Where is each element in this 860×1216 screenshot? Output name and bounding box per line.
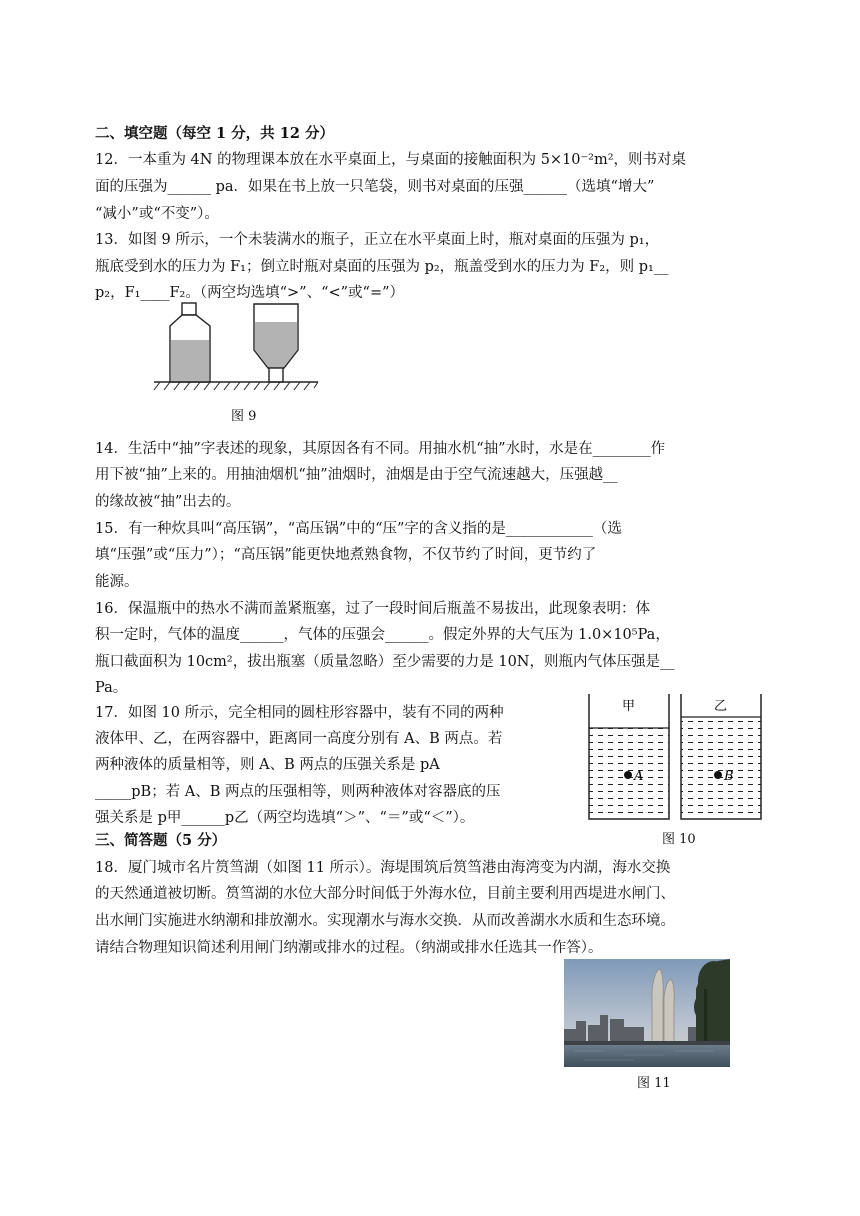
- q16-line-3: 瓶口截面积为 10cm²，拔出瓶塞（质量忽略）至少需要的力是 10N，则瓶内气体压强是__: [95, 654, 675, 670]
- q18-line-4: 请结合物理知识简述利用闸门纳潮或排水的过程。（纳湖或排水任选其一作答）。: [95, 940, 603, 956]
- q14-line-1: 14．生活中“抽”字表述的现象，其原因各有不同。用抽水机“抽”水时，水是在________作: [95, 441, 666, 457]
- liquid-yi: [681, 717, 761, 819]
- q14-line-2: 用下被“抽”上来的。用抽油烟机“抽”油烟时，油烟是由于空气流速越大，压强越__: [95, 467, 618, 483]
- q13-line-1: 13．如图 9 所示，一个未装满水的瓶子，正立在水平桌面上时，瓶对桌面的压强为 p₁，: [95, 232, 660, 248]
- figure-11-photo: [564, 959, 730, 1067]
- point-a-label: A: [634, 769, 644, 784]
- figure-10-containers: [586, 690, 776, 826]
- label-jia: 甲: [622, 699, 636, 714]
- upright-bottle-cap: [182, 303, 196, 315]
- inverted-bottle-cap: [269, 368, 283, 382]
- q16-line-2: 积一定时，气体的温度______，气体的压强会______。假定外界的大气压为 1.0×10⁵Pa，: [95, 627, 670, 643]
- q12-line-3: “减小”或“不变”）。: [95, 206, 219, 222]
- label-yi: 乙: [714, 699, 728, 714]
- q17-line-1: 17．如图 10 所示，完全相同的圆柱形容器中，装有不同的两种: [95, 705, 504, 721]
- q13-line-3: p₂，F₁____F₂。（两空均选填“>”、“<”或“=”）: [95, 285, 405, 301]
- q18-line-1: 18．厦门城市名片筼筜湖（如图 11 所示）。海堤围筑后筼筜港由海湾变为内湖，海水交换: [95, 860, 671, 876]
- section-heading-short-answer: [95, 828, 226, 854]
- upright-bottle-water: [171, 340, 210, 381]
- figure-9-caption: 图 9: [231, 409, 257, 424]
- figure-10-caption: 图 10: [662, 832, 696, 847]
- q12-line-2: 面的压强为______ pa．如果在书上放一只笔袋，则书对桌面的压强______（选填“增大”: [95, 179, 655, 195]
- q18-line-2: 的天然通道被切断。筼筜湖的水位大部分时间低于外海水位，目前主要利用西堤进水闸门、: [95, 886, 675, 902]
- lake-water: [564, 1045, 730, 1067]
- q15-line-2: 填“压强”或“压力”）；“高压锅”能更快地煮熟食物，不仅节约了时间，更节约了: [95, 547, 597, 563]
- section-heading-text: 三、简答题（5 分）: [95, 832, 227, 849]
- q16-line-4: Pa。: [95, 680, 128, 696]
- landmark-tower: [652, 969, 674, 1043]
- point-a-dot: [624, 771, 632, 779]
- point-b-dot: [714, 771, 722, 779]
- q15-line-3: 能源。: [95, 574, 139, 590]
- table-hatching: [154, 382, 318, 390]
- section-heading-text: 二、填空题（每空 1 分，共 12 分）: [95, 125, 334, 142]
- q13-line-2: 瓶底受到水的压力为 F₁；倒立时瓶对桌面的压强为 p₂，瓶盖受到水的压力为 F₂，则 p₁__: [95, 259, 669, 275]
- q17-line-5: 强关系是 p甲______p乙（两空均选填“＞”、“＝”或“＜”）。: [95, 810, 475, 826]
- q17-line-3: 两种液体的质量相等，则 A、B 两点的压强关系是 pA: [95, 757, 440, 773]
- q17-line-2: 液体甲、乙，在两容器中，距离同一高度分别有 A、B 两点。若: [95, 731, 503, 747]
- point-b-label: B: [724, 769, 734, 784]
- q18-line-3: 出水闸门实施进水纳潮和排放潮水。实现潮水与海水交换．从而改善湖水水质和生态环境。: [95, 913, 675, 929]
- figure-9-bottles: [150, 300, 320, 400]
- q17-line-4: _____pB；若 A、B 两点的压强相等，则两种液体对容器底的压: [95, 784, 501, 800]
- q14-line-3: 的缘故被“抽”出去的。: [95, 494, 241, 510]
- inverted-bottle-water: [255, 322, 298, 367]
- figure-11-caption: 图 11: [637, 1076, 671, 1091]
- q12-line-1: 12．一本重为 4N 的物理课本放在水平桌面上，与桌面的接触面积为 5×10⁻²m²，则书对桌: [95, 152, 687, 168]
- section-heading-fill-blank: [95, 121, 334, 147]
- q15-line-1: 15．有一种炊具叫“高压锅”，“高压锅”中的“压”字的含义指的是____________（选: [95, 521, 622, 537]
- q16-line-1: 16．保温瓶中的热水不满而盖紧瓶塞，过了一段时间后瓶盖不易拔出，此现象表明：体: [95, 601, 650, 617]
